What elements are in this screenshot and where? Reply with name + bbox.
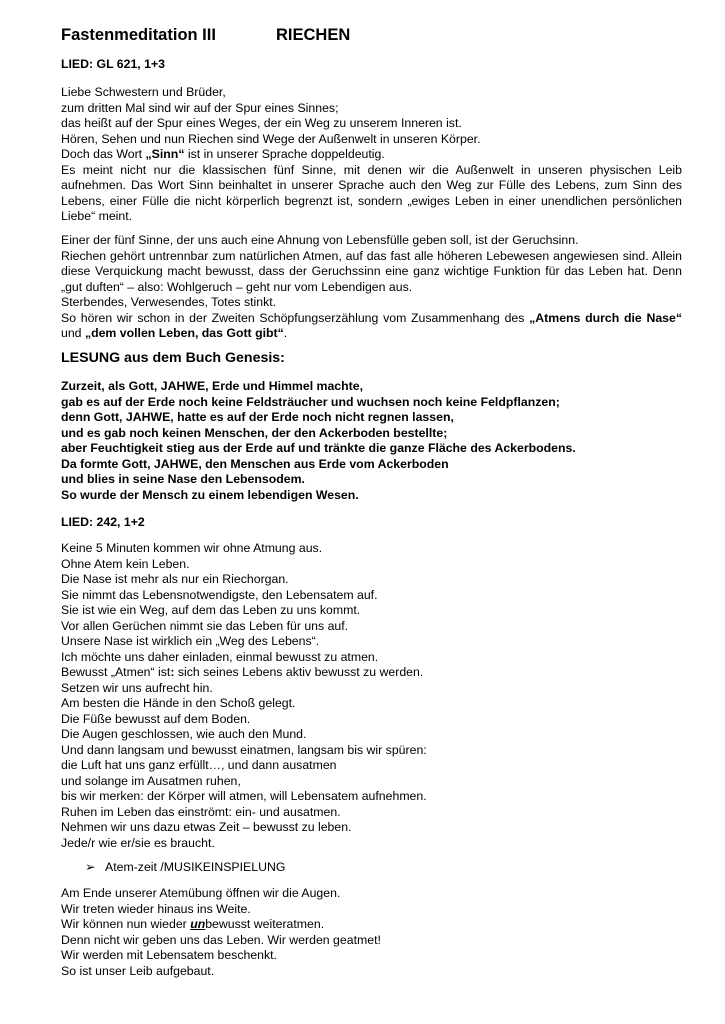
text-span: ist in unserer Sprache doppeldeutig. (184, 147, 385, 161)
text-line: Liebe Schwestern und Brüder, (61, 85, 226, 99)
meditation-line: bis wir merken: der Körper will atmen, will Lebensatem aufnehmen. (61, 789, 427, 803)
intro-section (61, 85, 682, 225)
text-span: und (61, 326, 85, 340)
lesung-heading: LESUNG aus dem Buch Genesis: (61, 350, 285, 366)
meditation-line: Nehmen wir uns dazu etwas Zeit – bewusst zu leben. (61, 820, 352, 834)
meditation-line: Keine 5 Minuten kommen wir ohne Atmung aus. (61, 541, 323, 555)
text-span: Wir können nun wieder (61, 917, 191, 931)
closing-section (61, 886, 682, 979)
lied-heading-1: LIED: GL 621, 1+3 (61, 57, 166, 71)
meditation-line: Die Augen geschlossen, wie auch den Mund. (61, 727, 307, 741)
meditation-line: Am besten die Hände in den Schoß gelegt. (61, 696, 296, 710)
bullet-text: Atem-zeit /MUSIKEINSPIELUNG (105, 860, 286, 874)
genesis-line: Da formte Gott, JAHWE, den Menschen aus Erde vom Ackerboden (61, 456, 449, 471)
text-line: das heißt auf der Spur eines Weges, der ein Weg zu unserem Inneren ist. (61, 116, 462, 130)
meditation-line: Sie nimmt das Lebensnotwendigste, den Lebensatem auf. (61, 587, 378, 602)
closing-line: Wir treten wieder hinaus ins Weite. (61, 901, 251, 916)
closing-line-unbewusst (61, 917, 682, 933)
lied-heading-2: LIED: 242, 1+2 (61, 515, 145, 529)
meditation-line: Ruhen im Leben das einströmt: ein- und ausatmen. (61, 804, 341, 819)
bold-atmen: „Atmens durch die Nase“ (529, 310, 682, 325)
arrow-bullet-icon: ➢ (85, 860, 96, 874)
genesis-line: und es gab noch keinen Menschen, der den Ackerboden bestellte; (61, 425, 448, 440)
title-right: RIECHEN (276, 26, 351, 44)
text-span: . (283, 326, 288, 340)
meditation-line: und solange im Ausatmen ruhen, (61, 773, 241, 788)
bold-leben: „dem vollen Leben, das Gott gibt“ (84, 326, 284, 340)
text-line: zum dritten Mal sind wir auf der Spur eines Sinnes; (61, 100, 339, 115)
text-span: Bewusst „Atmen“ ist (61, 665, 171, 679)
bewusst-line (61, 665, 682, 681)
closing-line: Am Ende unserer Atemübung öffnen wir die Augen. (61, 886, 341, 900)
genesis-line: So wurde der Mensch zu einem lebendigen Wesen. (61, 487, 359, 502)
intro-paragraph: Es meint nicht nur die klassischen fünf Sinne, mit denen wir die Außenwelt in unseren physischen Leib aufnehmen. Das Wort Sinn beinhaltet in unserer Sprache auch den Weg zur Fülle des Lebens, zum Sinn des Lebens, einer Fülle die nicht körperlich begrenzt ist, sondern „ewiges Leben in einer unendlichen persönlichen Liebe“ meint. (61, 162, 682, 223)
text-line: Einer der fünf Sinne, der uns auch eine Ahnung von Lebensfülle geben soll, ist der Geruchsinn. (61, 233, 579, 247)
closing-line: Denn nicht wir geben uns das Leben. Wir werden geatmet! (61, 932, 381, 947)
bold-colon: : (170, 665, 175, 679)
meditation-line: die Luft hat uns ganz erfüllt…, und dann ausatmen (61, 758, 337, 772)
text-span: bewusst weiteratmen. (205, 917, 325, 931)
schoepfung-paragraph (61, 311, 682, 342)
bold-sinn: „Sinn“ (145, 147, 185, 161)
meditation-line: Unsere Nase ist wirklich ein „Weg des Lebens“. (61, 634, 320, 648)
emphasis-un: un (190, 917, 206, 931)
meditation-line: Vor allen Gerüchen nimmt sie das Leben für uns auf. (61, 618, 349, 633)
meditation-line: Und dann langsam und bewusst einatmen, langsam bis wir spüren: (61, 742, 427, 757)
genesis-line: und blies in seine Nase den Lebensodem. (61, 472, 305, 486)
page-title (61, 26, 351, 45)
riechen-paragraph: Riechen gehört untrennbar zum natürlichen Atmen, auf das fast alle höheren Lebewesen angewiesen sind. Allein diese Verquickung macht bewusst, dass der Geruchssinn eine ganz wichtige Funktion für das Leben hat. Denn „gut duften“ – also: Wohlgeruch – geht nur vom Lebendigen aus. (61, 248, 682, 294)
genesis-line: gab es auf der Erde noch keine Feldsträucher und wuchsen noch keine Feldpflanzen; (61, 394, 560, 409)
text-span: So hören wir schon in der Zweiten Schöpfungserzählung vom Zusammenhang des (61, 310, 530, 325)
text-span: sich seines Lebens aktiv bewusst zu werden. (174, 665, 424, 679)
meditation-line: Setzen wir uns aufrecht hin. (61, 680, 213, 695)
text-line: Sterbendes, Verwesendes, Totes stinkt. (61, 295, 277, 309)
genesis-line: denn Gott, JAHWE, hatte es auf der Erde noch nicht regnen lassen, (61, 410, 454, 424)
meditation-line: Jede/r wie er/sie es braucht. (61, 835, 215, 850)
closing-line: Wir werden mit Lebensatem beschenkt. (61, 948, 277, 962)
text-line: Hören, Sehen und nun Riechen sind Wege der Außenwelt in unseren Körper. (61, 131, 481, 146)
genesis-reading (61, 379, 682, 503)
meditation-line: Ich möchte uns daher einladen, einmal bewusst zu atmen. (61, 649, 379, 664)
meditation-line: Die Füße bewusst auf dem Boden. (61, 711, 251, 726)
genesis-line: Zurzeit, als Gott, JAHWE, Erde und Himmel machte, (61, 379, 364, 393)
meditation-line: Die Nase ist mehr als nur ein Riechorgan. (61, 572, 289, 586)
meditation-line: Ohne Atem kein Leben. (61, 556, 190, 571)
meditation-line: Sie ist wie ein Weg, auf dem das Leben zu uns kommt. (61, 603, 361, 617)
title-left: Fastenmeditation III (61, 26, 216, 44)
meditation-section (61, 541, 682, 851)
genesis-line: aber Feuchtigkeit stieg aus der Erde auf und tränkte die ganze Fläche des Ackerbodens. (61, 441, 576, 455)
bullet-item (85, 860, 285, 874)
geruch-section (61, 233, 682, 342)
text-span: Doch das Wort (61, 147, 146, 161)
sinn-line (61, 147, 682, 163)
closing-line: So ist unser Leib aufgebaut. (61, 963, 215, 978)
